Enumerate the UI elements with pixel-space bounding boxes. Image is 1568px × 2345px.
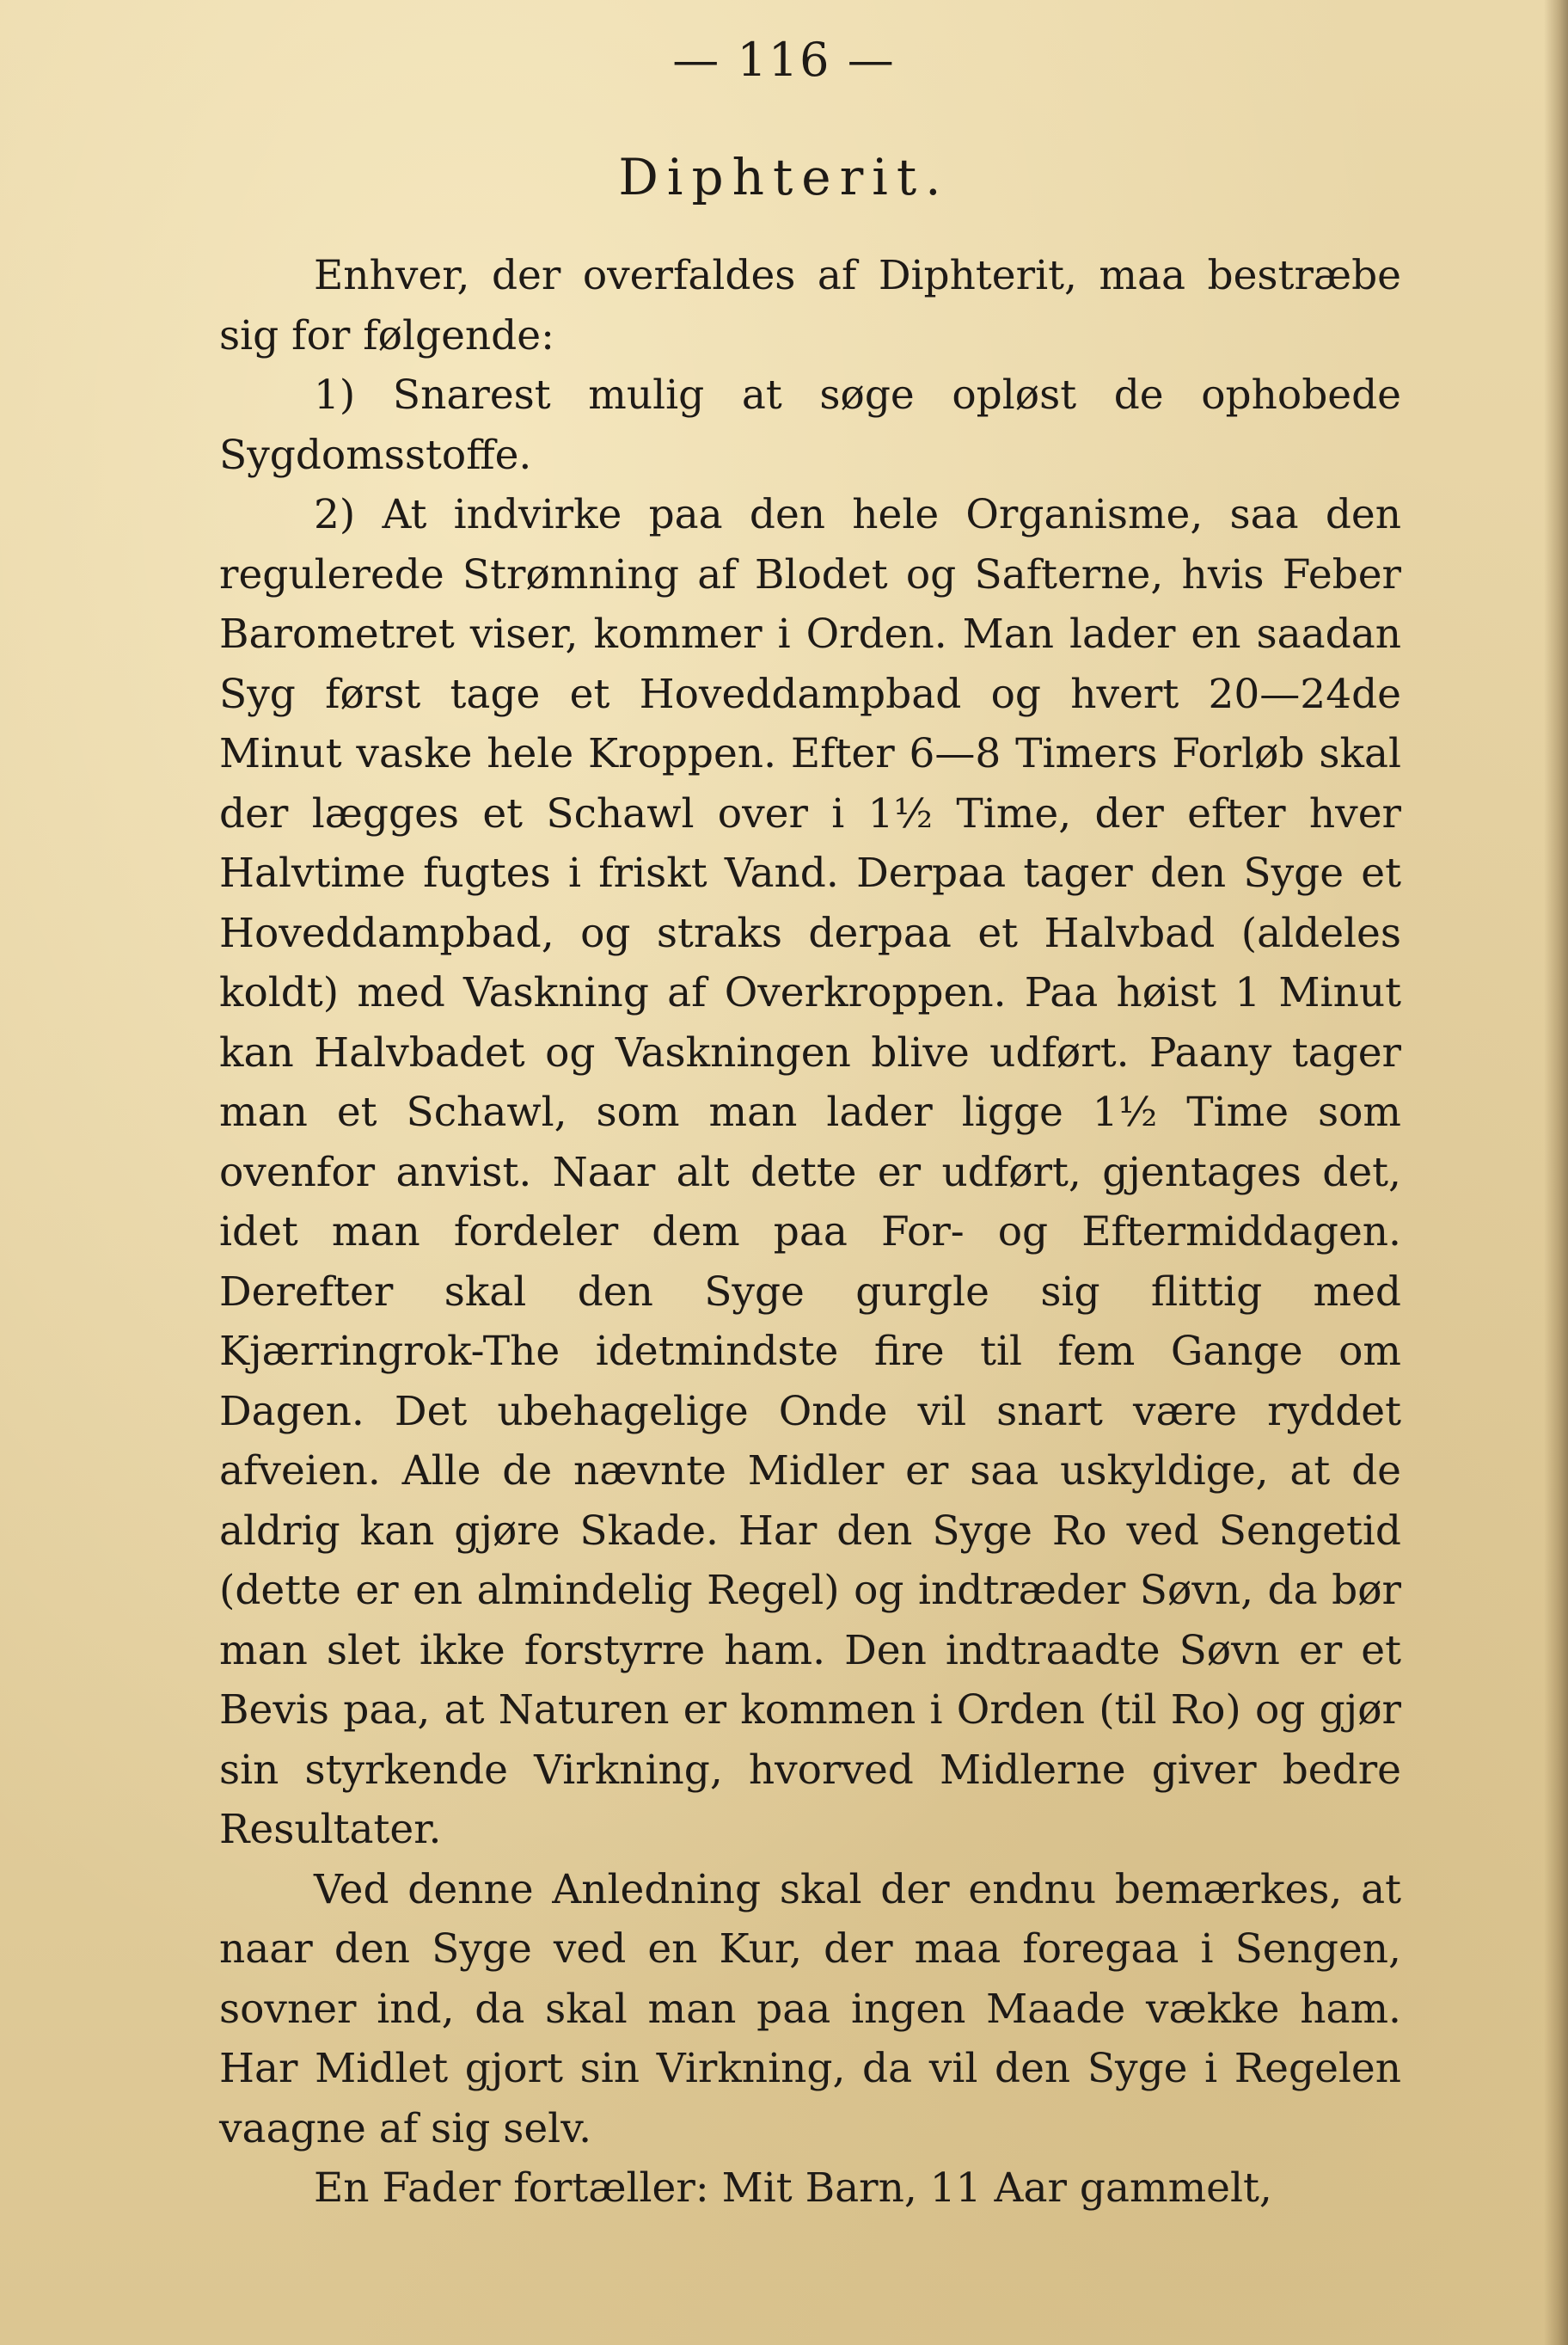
page-edge-shadow: [1544, 0, 1568, 2345]
page-number: — 116 —: [672, 33, 896, 87]
paragraph: 1) Snarest mulig at søge opløst de ophobede Sygdomsstoffe.: [219, 371, 1401, 479]
paragraph: Enhver, der overfaldes af Diphterit, maa bestræbe sig for følgende:: [219, 252, 1401, 359]
page-title: Diphterit.: [618, 148, 950, 206]
body-text: [219, 246, 1401, 2219]
paragraph: En Fader fortæller: Mit Barn, 11 Aar gammelt,: [314, 2164, 1272, 2212]
paragraph: 2) At indvirke paa den hele Organisme, saa den regulerede Strømning af Blodet og Safterne, hvis Feber Barometret viser, kommer i Orden. Man lader en saadan Syg først tage et Hoveddampbad og hvert 20—24de Minut vaske hele Kroppen. Efter 6—8 Timers Forløb skal der lægges et Schawl over i 1½ Time, der efter hver Halvtime fugtes i friskt Vand. Derpaa tager den Syge et Hoveddampbad, og straks derpaa et Halvbad (aldeles koldt) med Vaskning af Overkroppen. Paa høist 1 Minut kan Halvbadet og Vaskningen blive udført. Paany tager man et Schawl, som man lader ligge 1½ Time som ovenfor anvist. Naar alt dette er udført, gjentages det, idet man fordeler dem paa For- og Eftermiddagen. Derefter skal den Syge gurgle sig flittig med Kjærringrok-The idetmindste fire til fem Gange om Dagen. Det ubehagelige Onde vil snart være ryddet afveien. Alle de nævnte Midler er saa uskyldige, at de aldrig kan gjøre Skade. Har den Syge Ro ved Sengetid (dette er en almindelig Regel) og indtræder Søvn, da bør man slet ikke forstyrre ham. Den indtraadte Søvn er et Bevis paa, at Naturen er kommen i Orden (til Ro) og gjør sin styrkende Virkning, hvorved Midlerne giver bedre Resultater.: [219, 491, 1401, 1853]
paragraph: Ved denne Anledning skal der endnu bemærkes, at naar den Syge ved en Kur, der maa foregaa i Sengen, sovner ind, da skal man paa ingen Maade vække ham. Har Midlet gjort sin Virkning, da vil den Syge i Regelen vaagne af sig selv.: [219, 1865, 1401, 2152]
